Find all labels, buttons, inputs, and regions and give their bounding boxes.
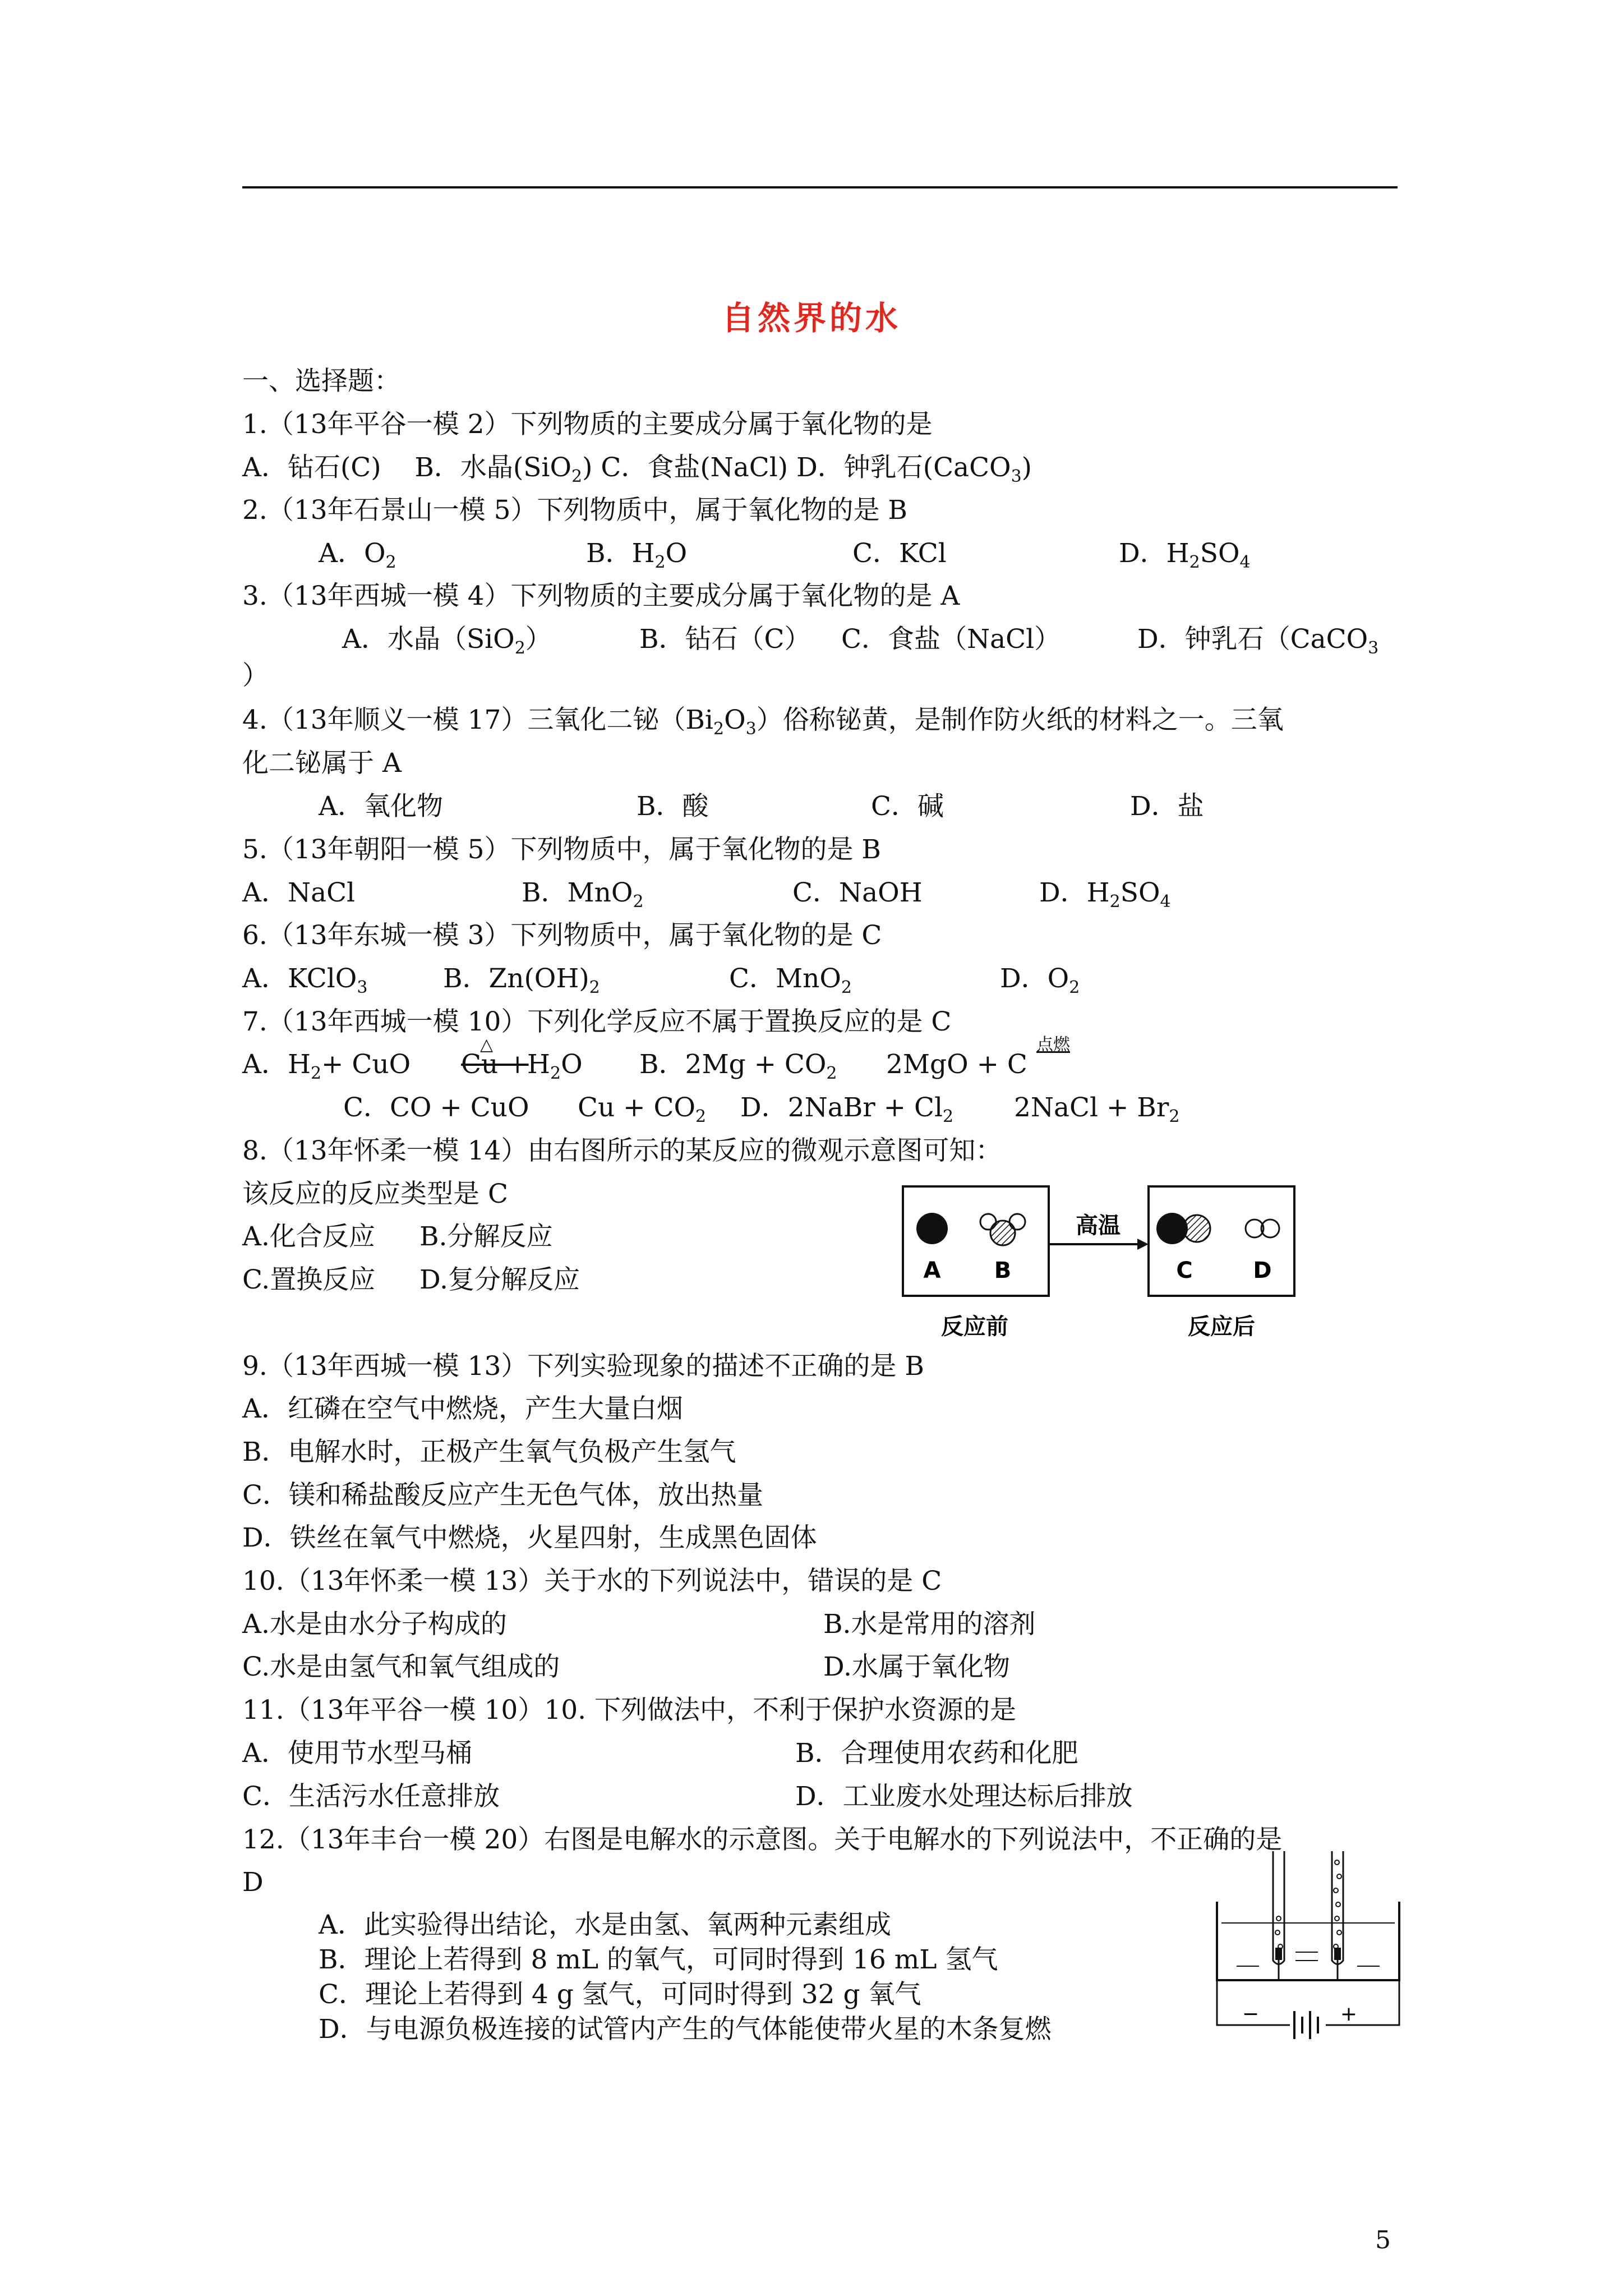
atom-a (916, 1213, 948, 1244)
q7-heat-sign-1: △ (480, 1035, 494, 1055)
q3-option-b: B．钻石（C） (639, 624, 811, 655)
q2-option-a: A．$O_2$ (319, 538, 396, 572)
question-6-stem: 6.（13年东城一模 3）下列物质中，属于氧化物的是 C (242, 920, 882, 951)
q5-option-b: B．MnO$_2$ (522, 877, 644, 912)
q5-option-a: A．NaCl (242, 877, 356, 908)
q2-option-b: B．$H_2O$ (586, 538, 688, 572)
reaction-condition: 高温 (1076, 1213, 1121, 1239)
q11-option-d: D．工业废水处理达标后排放 (795, 1781, 1133, 1812)
question-8-stem: 8.（13年怀柔一模 14）由右图所示的某反应的微观示意图可知： (242, 1135, 1002, 1166)
question-7-stem: 7.（13年西城一模 10）下列化学反应不属于置换反应的是 C (242, 1006, 952, 1037)
q8-option-d: D.复分解反应 (419, 1264, 580, 1295)
reaction-micro-diagram (897, 1184, 1301, 1352)
q7-option-d-left: D．2NaBr + $Cl_2$ (740, 1092, 954, 1126)
caption-after: 反应后 (1188, 1314, 1255, 1340)
question-2-stem: 2.（13年石景山一模 5）下列物质中，属于氧化物的是 B (242, 495, 907, 526)
q3-option-a: A．水晶（SiO$_2$） (342, 624, 552, 658)
q9-option-d: D．铁丝在氧气中燃烧，火星四射，生成黑色固体 (242, 1522, 817, 1553)
q3-option-c: C．食盐（NaCl） (841, 624, 1061, 655)
q2-option-d: D．$H_2SO_4$ (1119, 538, 1251, 572)
q7-option-b-right: 2MgO + C (886, 1049, 1027, 1080)
q12-option-b: B．理论上若得到 8 mL 的氧气，可同时得到 16 mL 氢气 (319, 1944, 998, 1975)
q4-option-a: A．氧化物 (319, 791, 443, 822)
q8-option-a: A.化合反应 (242, 1221, 375, 1252)
q3-option-d: D．钟乳石（CaCO$_3$ (1137, 624, 1379, 658)
q12-option-c: C．理论上若得到 4 g 氢气，可同时得到 32 g 氧气 (319, 1979, 921, 2010)
question-1-options: A．钻石(C) B．水晶(SiO$_2$) C．食盐(NaCl) D．钟乳石(CaCO$_3$) (242, 452, 1032, 486)
q7-option-a-product: $H_2O$ (527, 1049, 583, 1083)
q3-wrap: ） (242, 660, 269, 691)
atom-c-2 (1183, 1215, 1210, 1242)
question-12-stem-cont: D (242, 1867, 264, 1898)
q7-ignite-sign: 点燃 (1036, 1035, 1070, 1055)
bubble-icon (1275, 1930, 1280, 1935)
q4-option-b: B．酸 (637, 791, 709, 822)
q11-option-b: B．合理使用农药和化肥 (795, 1738, 1078, 1769)
label-b: B (994, 1258, 1012, 1283)
q7-option-c-right: $Cu + CO_2$ (578, 1092, 707, 1126)
bubble-icon (1336, 1902, 1340, 1907)
label-a: A (923, 1258, 941, 1283)
q9-option-b: B．电解水时，正极产生氧气负极产生氢气 (242, 1437, 736, 1467)
bubble-icon (1276, 1916, 1281, 1921)
q10-option-a: A.水是由水分子构成的 (242, 1609, 507, 1640)
reaction-arrowhead (1137, 1239, 1149, 1250)
q1-option-a: A．钻石(C) (242, 452, 381, 483)
electrode-left (1275, 1948, 1282, 1960)
q6-option-c: C．MnO$_2$ (729, 963, 852, 997)
question-9-stem: 9.（13年西城一模 13）下列实验现象的描述不正确的是 B (242, 1351, 924, 1382)
question-1-stem: 1.（13年平谷一模 2）下列物质的主要成分属于氧化物的是 (242, 409, 933, 440)
page-number: 5 (1375, 2226, 1391, 2254)
q6-option-b: B．$Zn(OH)_2$ (443, 963, 600, 997)
q2-option-c: C．KCl (852, 538, 947, 569)
q10-option-c: C.水是由氢气和氧气组成的 (242, 1651, 560, 1682)
q10-option-d: D.水属于氧化物 (823, 1651, 1010, 1682)
q9-option-a: A．红磷在空气中燃烧，产生大量白烟 (242, 1393, 683, 1424)
q7-option-c-left: C．CO + CuO (343, 1092, 529, 1123)
q8-option-c: C.置换反应 (242, 1264, 376, 1295)
q10-option-b: B.水是常用的溶剂 (823, 1609, 1036, 1640)
question-3-stem: 3.（13年西城一模 4）下列物质的主要成分属于氧化物的是 A (242, 581, 960, 611)
caption-before: 反应前 (941, 1314, 1008, 1340)
q11-option-c: C．生活污水任意排放 (242, 1781, 500, 1812)
bubble-icon (1335, 1916, 1339, 1921)
q8-option-b: B.分解反应 (419, 1221, 553, 1252)
q7-option-a-struck: Cu + (461, 1049, 529, 1080)
question-12-stem: 12.（13年丰台一模 20）右图是电解水的示意图。关于电解水的下列说法中，不正确的是 (242, 1824, 1283, 1855)
q11-option-a: A．使用节水型马桶 (242, 1738, 472, 1769)
q6-option-a: A．KClO$_3$ (242, 963, 368, 997)
q7-option-a-left: A．$H_2+$ CuO (242, 1049, 411, 1083)
question-4-stem: 4.（13年顺义一模 17）三氧化二铋$(Bi_2O_3)$俗称铋黄，是制作防火纸的材料之一。三氧 (242, 705, 1284, 739)
minus-sign: − (1242, 2003, 1260, 2026)
q9-option-c: C．镁和稀盐酸反应产生无色气体，放出热量 (242, 1480, 763, 1511)
q4-option-d: D．盐 (1130, 791, 1204, 822)
question-10-stem: 10.（13年怀柔一模 13）关于水的下列说法中，错误的是 C (242, 1566, 942, 1596)
q7-option-d-right: 2NaCl + $Br_2$ (1014, 1092, 1180, 1126)
page-title: 自然界的水 (721, 299, 901, 337)
label-c: C (1176, 1258, 1193, 1283)
section-heading: 一、选择题： (242, 366, 400, 397)
question-11-stem: 11.（13年平谷一模 10）10. 下列做法中，不利于保护水资源的是 (242, 1695, 1016, 1726)
water-trough (1217, 1902, 1399, 1980)
question-5-stem: 5.（13年朝阳一模 5）下列物质中，属于氧化物的是 B (242, 834, 881, 865)
bubble-icon (1335, 1860, 1339, 1865)
plus-sign: + (1340, 2003, 1358, 2026)
wire-right (1326, 1980, 1399, 2025)
bubble-icon (1337, 1930, 1341, 1935)
q7-option-b-left: B．$2Mg + CO_2$ (639, 1049, 837, 1083)
q5-option-c: C．NaOH (792, 877, 923, 908)
question-4-stem-cont: 化二铋属于 A (242, 748, 402, 779)
q12-option-d: D．与电源负极连接的试管内产生的气体能使带火星的木条复燃 (319, 2014, 1052, 2045)
question-8-stem-cont: 该反应的反应类型是 C (242, 1179, 508, 1209)
q4-option-c: C．碱 (871, 791, 944, 822)
header-rule (242, 186, 1398, 188)
bubble-icon (1337, 1874, 1341, 1879)
atom-b-o (990, 1221, 1015, 1245)
label-d: D (1253, 1258, 1272, 1283)
electrolysis-diagram (1206, 1840, 1419, 2064)
q6-option-d: D．$O_2$ (1000, 963, 1080, 997)
q12-option-a: A．此实验得出结论，水是由氢、氧两种元素组成 (319, 1910, 891, 1940)
electrode-right (1334, 1948, 1341, 1960)
bubble-icon (1334, 1888, 1338, 1893)
q5-option-d: D．$H_2SO_4$ (1039, 877, 1171, 912)
